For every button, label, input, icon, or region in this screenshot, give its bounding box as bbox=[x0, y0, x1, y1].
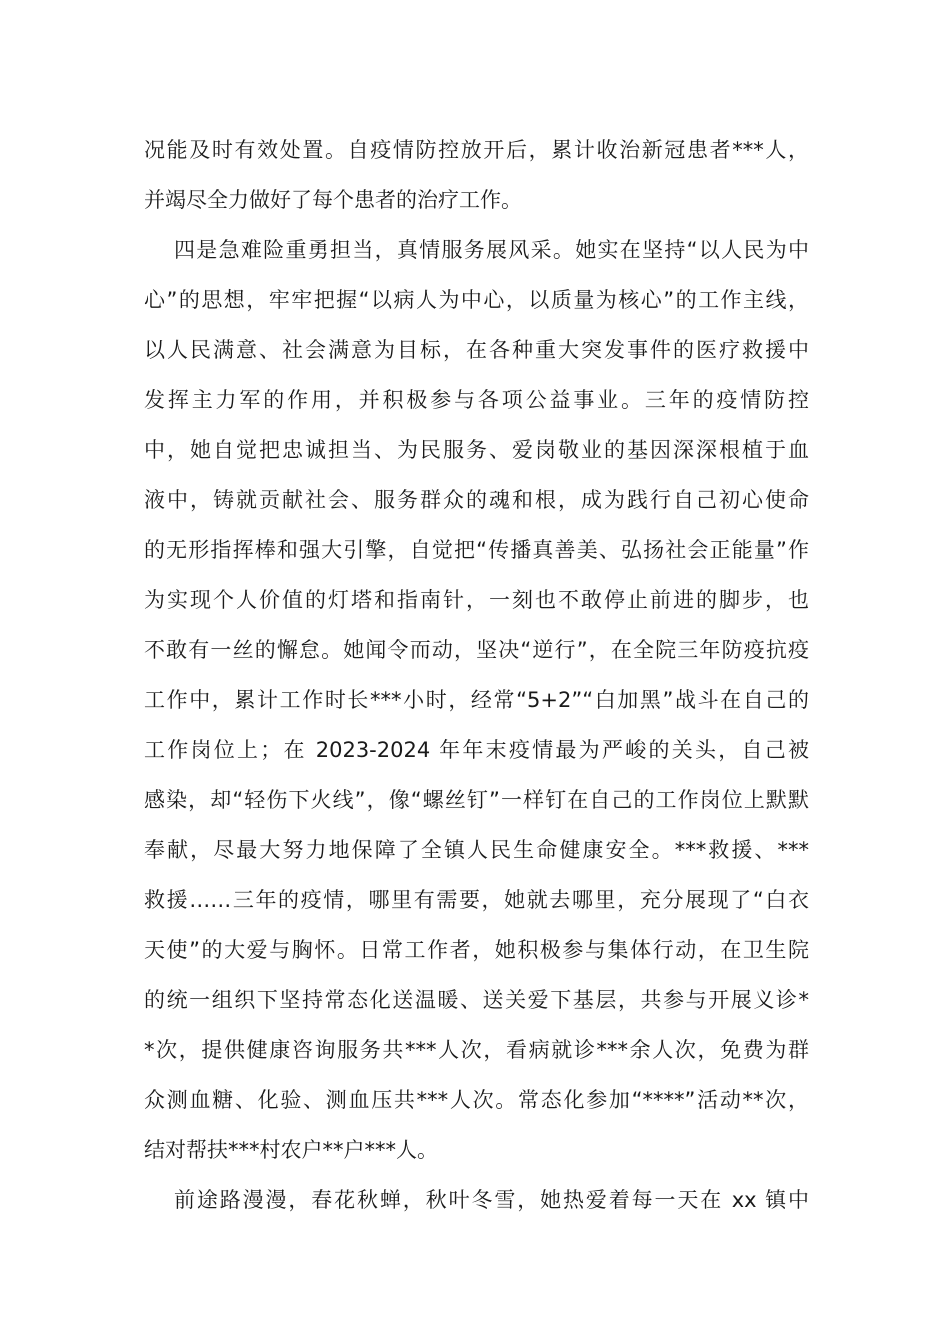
text-line: 救援……三年的疫情，哪里有需要，她就去哪里，充分展现了“白衣 bbox=[144, 888, 809, 912]
text-line: 工作中，累计工作时长***小时，经常“5+2”“白加黑”战斗在自己的 bbox=[144, 688, 809, 712]
document-body bbox=[144, 125, 809, 1225]
text-line: 众测血糖、化验、测血压共***人次。常态化参加“****”活动**次， bbox=[144, 1088, 809, 1112]
text-line: 为实现个人价值的灯塔和指南针，一刻也不敢停止前进的脚步，也 bbox=[144, 588, 809, 612]
paragraph-1 bbox=[144, 125, 809, 225]
text-line: 的统一组织下坚持常态化送温暖、送关爱下基层，共参与开展义诊* bbox=[144, 988, 809, 1012]
text-line: 奉献，尽最大努力地保障了全镇人民生命健康安全。***救援、*** bbox=[144, 838, 809, 862]
text-line: *次，提供健康咨询服务共***人次，看病就诊***余人次，免费为群 bbox=[144, 1038, 809, 1062]
text-line: 前途路漫漫，春花秋蝉，秋叶冬雪，她热爱着每一天在 xx 镇中 bbox=[174, 1188, 809, 1212]
paragraph-2 bbox=[144, 225, 809, 1175]
text-line: 不敢有一丝的懈怠。她闻令而动，坚决“逆行”，在全院三年防疫抗疫 bbox=[144, 638, 809, 662]
text-line: 并竭尽全力做好了每个患者的治疗工作。 bbox=[144, 188, 522, 212]
text-line: 的无形指挥棒和强大引擎，自觉把“传播真善美、弘扬社会正能量”作 bbox=[144, 538, 809, 562]
text-line: 结对帮扶***村农户**户***人。 bbox=[144, 1138, 438, 1162]
text-line: 发挥主力军的作用，并积极参与各项公益事业。三年的疫情防控 bbox=[144, 388, 809, 412]
text-line: 心”的思想，牢牢把握“以病人为中心，以质量为核心”的工作主线， bbox=[144, 288, 809, 312]
text-line: 况能及时有效处置。自疫情防控放开后，累计收治新冠患者***人， bbox=[144, 138, 809, 162]
text-line: 以人民满意、社会满意为目标，在各种重大突发事件的医疗救援中 bbox=[144, 338, 809, 362]
text-line: 中，她自觉把忠诚担当、为民服务、爱岗敬业的基因深深根植于血 bbox=[144, 438, 809, 462]
paragraph-3 bbox=[144, 1175, 809, 1225]
text-line: 工作岗位上；在 2023-2024 年年末疫情最为严峻的关头，自己被 bbox=[144, 738, 809, 762]
text-line: 感染，却“轻伤下火线”，像“螺丝钉”一样钉在自己的工作岗位上默默 bbox=[144, 788, 809, 812]
text-line: 液中，铸就贡献社会、服务群众的魂和根，成为践行自己初心使命 bbox=[144, 488, 809, 512]
text-line: 四是急难险重勇担当，真情服务展风采。她实在坚持“以人民为中 bbox=[174, 238, 809, 262]
text-line: 天使”的大爱与胸怀。日常工作者，她积极参与集体行动，在卫生院 bbox=[144, 938, 809, 962]
